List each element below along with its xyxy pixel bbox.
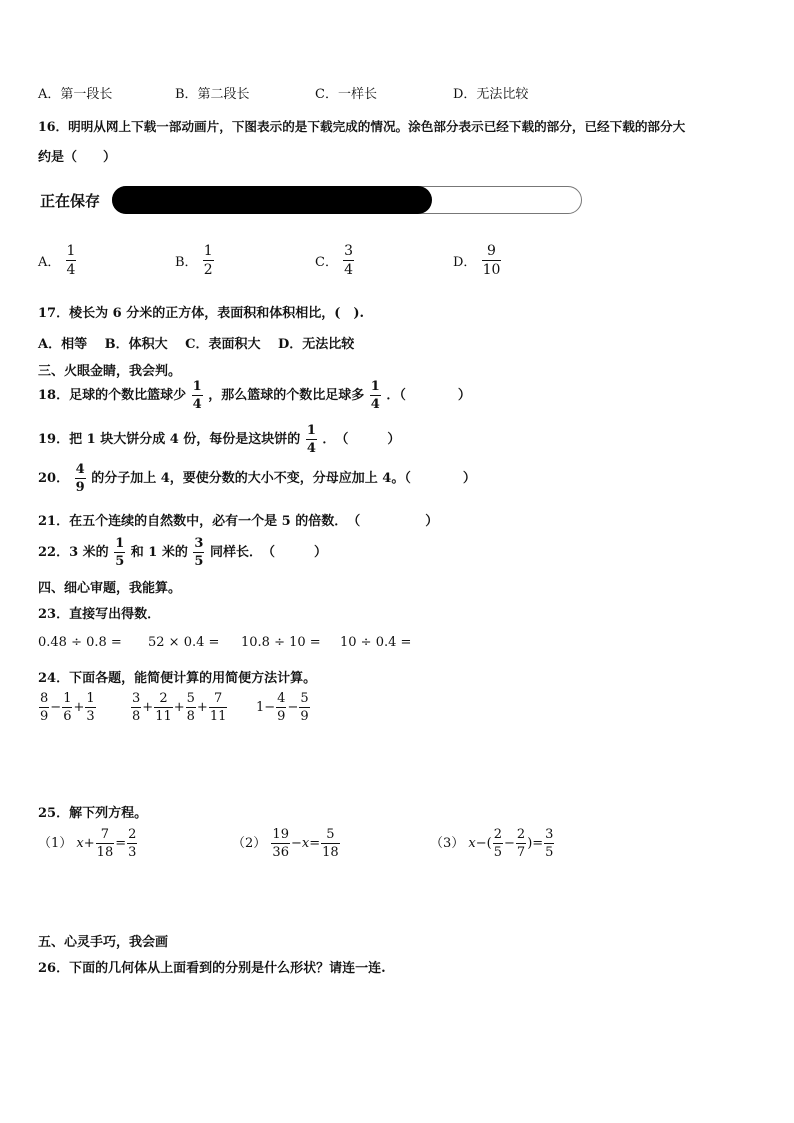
denominator: 11 xyxy=(155,709,172,724)
option-label: A． xyxy=(38,255,61,270)
denominator: 4 xyxy=(370,397,380,412)
equation-label: （3） xyxy=(430,836,465,851)
operator: − xyxy=(290,836,302,851)
fraction xyxy=(96,828,115,859)
operator: 1− xyxy=(256,700,276,715)
q22-text-3: 同样长． （ ） xyxy=(210,545,328,560)
q24-expr-1 xyxy=(38,692,97,723)
progress-fill xyxy=(112,186,432,214)
option-label: D． xyxy=(453,255,477,270)
q25-equation-3 xyxy=(430,828,555,859)
numerator: 2 xyxy=(516,827,526,842)
numerator: 1 xyxy=(86,691,95,706)
fraction xyxy=(203,244,214,277)
numerator: 8 xyxy=(40,691,49,706)
q15-option-c: C．一样长 xyxy=(315,87,377,102)
numerator: 4 xyxy=(277,691,286,706)
denominator: 2 xyxy=(203,262,213,278)
q25-equation-1 xyxy=(38,828,138,859)
fraction xyxy=(192,380,203,411)
fraction xyxy=(39,692,49,723)
denominator: 4 xyxy=(306,441,316,456)
denominator: 8 xyxy=(132,709,141,724)
denominator: 10 xyxy=(482,262,501,278)
q21: 21．在五个连续的自然数中，必有一个是 5 的倍数． （ ） xyxy=(38,514,439,529)
q23-item-3: 10.8 ÷ 10 = xyxy=(241,635,321,650)
q16-option-c xyxy=(315,244,355,277)
q26-stem: 26．下面的几何体从上面看到的分别是什么形状？请连一连. xyxy=(38,961,386,976)
operator: + xyxy=(173,700,185,715)
operator: = xyxy=(309,836,321,851)
fraction xyxy=(85,692,95,723)
q18-text-2: ，那么篮球的个数比足球多 xyxy=(208,388,365,403)
variable-x: x xyxy=(76,836,84,851)
section-4-heading: 四、细心审题，我能算。 xyxy=(38,581,182,596)
variable-x: x xyxy=(468,836,476,851)
denominator: 4 xyxy=(192,397,202,412)
operator: −( xyxy=(475,836,492,851)
fraction xyxy=(306,424,317,455)
operator: = xyxy=(115,836,127,851)
numerator: 7 xyxy=(96,828,115,844)
numerator: 5 xyxy=(321,828,340,844)
denominator: 36 xyxy=(272,845,289,860)
fraction xyxy=(75,463,86,494)
q24-expr-2 xyxy=(130,692,228,723)
numerator: 2 xyxy=(493,827,503,842)
operator: − xyxy=(50,700,62,715)
q15-option-d: D．无法比较 xyxy=(453,87,529,102)
fraction xyxy=(131,692,141,723)
fraction xyxy=(271,828,290,859)
q17-options: A．相等 B．体积大 C．表面积大 D．无法比较 xyxy=(38,337,355,352)
numerator: 3 xyxy=(132,691,141,706)
fraction xyxy=(516,828,526,859)
q25-equation-2 xyxy=(232,828,341,859)
numerator: 3 xyxy=(344,243,354,259)
operator: − xyxy=(287,700,299,715)
fraction xyxy=(299,692,309,723)
numerator: 3 xyxy=(545,827,554,842)
q16-option-d xyxy=(453,244,502,277)
denominator: 9 xyxy=(40,709,49,724)
numerator: 2 xyxy=(154,692,173,708)
fraction xyxy=(370,380,381,411)
q16-stem-line2: 约是（ ） xyxy=(38,150,117,165)
denominator: 3 xyxy=(128,845,137,860)
q23-item-1: 0.48 ÷ 0.8 = xyxy=(38,635,122,650)
q16-option-b xyxy=(175,244,215,277)
fraction xyxy=(114,537,125,568)
operator: + xyxy=(196,700,208,715)
operator: )= xyxy=(527,836,544,851)
denominator: 4 xyxy=(344,262,354,278)
denominator: 4 xyxy=(66,262,76,278)
q20-text: 的分子加上 4，要使分数的大小不变，分母应加上 4。（ ） xyxy=(91,471,476,486)
numerator: 1 xyxy=(203,243,213,259)
section-5-heading: 五、心灵手巧，我会画 xyxy=(38,935,169,950)
numerator: 2 xyxy=(128,827,137,842)
operator: + xyxy=(83,836,95,851)
fraction xyxy=(66,244,77,277)
equation-label: （2） xyxy=(232,836,267,851)
numerator: 1 xyxy=(370,379,380,394)
numerator: 4 xyxy=(75,462,85,477)
q22-text-2: 和 1 米的 xyxy=(130,545,188,560)
fraction xyxy=(62,692,72,723)
operator: + xyxy=(73,700,85,715)
section-3-heading: 三、火眼金睛，我会判。 xyxy=(38,364,182,379)
fraction xyxy=(544,828,554,859)
fraction xyxy=(186,692,196,723)
q25-stem: 25．解下列方程。 xyxy=(38,806,148,821)
denominator: 5 xyxy=(545,845,554,860)
denominator: 5 xyxy=(115,554,125,569)
numerator: 5 xyxy=(300,691,309,706)
numerator: 9 xyxy=(482,244,502,261)
denominator: 6 xyxy=(63,709,72,724)
denominator: 5 xyxy=(194,554,204,569)
numerator: 5 xyxy=(186,691,195,706)
progress-label: 正在保存 xyxy=(40,192,101,210)
fraction xyxy=(154,692,173,723)
denominator: 18 xyxy=(96,845,114,860)
q20 xyxy=(38,463,476,494)
q23-item-2: 52 × 0.4 = xyxy=(148,635,220,650)
q24-expr-3 xyxy=(256,692,311,723)
q24-stem: 24．下面各题，能简便计算的用简便方法计算。 xyxy=(38,671,317,686)
denominator: 3 xyxy=(86,709,95,724)
option-label: B． xyxy=(175,255,198,270)
q23-item-4: 10 ÷ 0.4 = xyxy=(340,635,412,650)
operator: − xyxy=(504,836,515,851)
fraction xyxy=(193,537,204,568)
numerator: 1 xyxy=(66,243,76,259)
numerator: 19 xyxy=(272,827,289,842)
q19-text-1: 19．把 1 块大饼分成 4 份，每份是这块饼的 xyxy=(38,432,301,447)
fraction xyxy=(482,244,502,277)
q23-stem: 23．直接写出得数． xyxy=(38,607,161,622)
fraction xyxy=(209,692,228,723)
numerator: 1 xyxy=(192,379,202,394)
option-label: C． xyxy=(315,255,338,270)
fraction xyxy=(493,828,503,859)
q22-text-1: 22．3 米的 xyxy=(38,545,109,560)
numerator: 7 xyxy=(209,692,228,708)
q15-option-a: A．第一段长 xyxy=(38,87,113,102)
denominator: 18 xyxy=(322,845,339,860)
numerator: 1 xyxy=(306,423,316,438)
operator: + xyxy=(142,700,154,715)
q15-option-b: B．第二段长 xyxy=(175,87,250,102)
q20-number: 20． xyxy=(38,471,70,486)
q18-text-3: ．（ ） xyxy=(386,388,471,403)
q19 xyxy=(38,424,400,455)
q22 xyxy=(38,537,327,568)
q18 xyxy=(38,380,471,411)
denominator: 9 xyxy=(75,480,85,495)
numerator: 1 xyxy=(63,691,72,706)
denominator: 9 xyxy=(300,709,309,724)
denominator: 8 xyxy=(186,709,195,724)
numerator: 1 xyxy=(115,536,125,551)
q18-text-1: 18．足球的个数比篮球少 xyxy=(38,388,187,403)
denominator: 11 xyxy=(209,709,227,724)
denominator: 9 xyxy=(277,709,286,724)
numerator: 3 xyxy=(194,536,204,551)
q16-option-a xyxy=(38,244,77,277)
fraction xyxy=(343,244,354,277)
fraction xyxy=(321,828,340,859)
q19-text-2: ． （ ） xyxy=(322,432,401,447)
variable-x: x xyxy=(301,836,310,851)
fraction xyxy=(276,692,286,723)
q17-stem: 17．棱长为 6 分米的正方体，表面积和体积相比，( ). xyxy=(38,306,365,321)
denominator: 5 xyxy=(493,845,503,860)
q16-stem-line1: 16．明明从网上下载一部动画片，下图表示的是下载完成的情况。涂色部分表示已经下载的部分，已经下载的部分大 xyxy=(38,119,686,134)
denominator: 7 xyxy=(516,845,526,860)
fraction xyxy=(127,828,137,859)
equation-label: （1） xyxy=(38,836,73,851)
